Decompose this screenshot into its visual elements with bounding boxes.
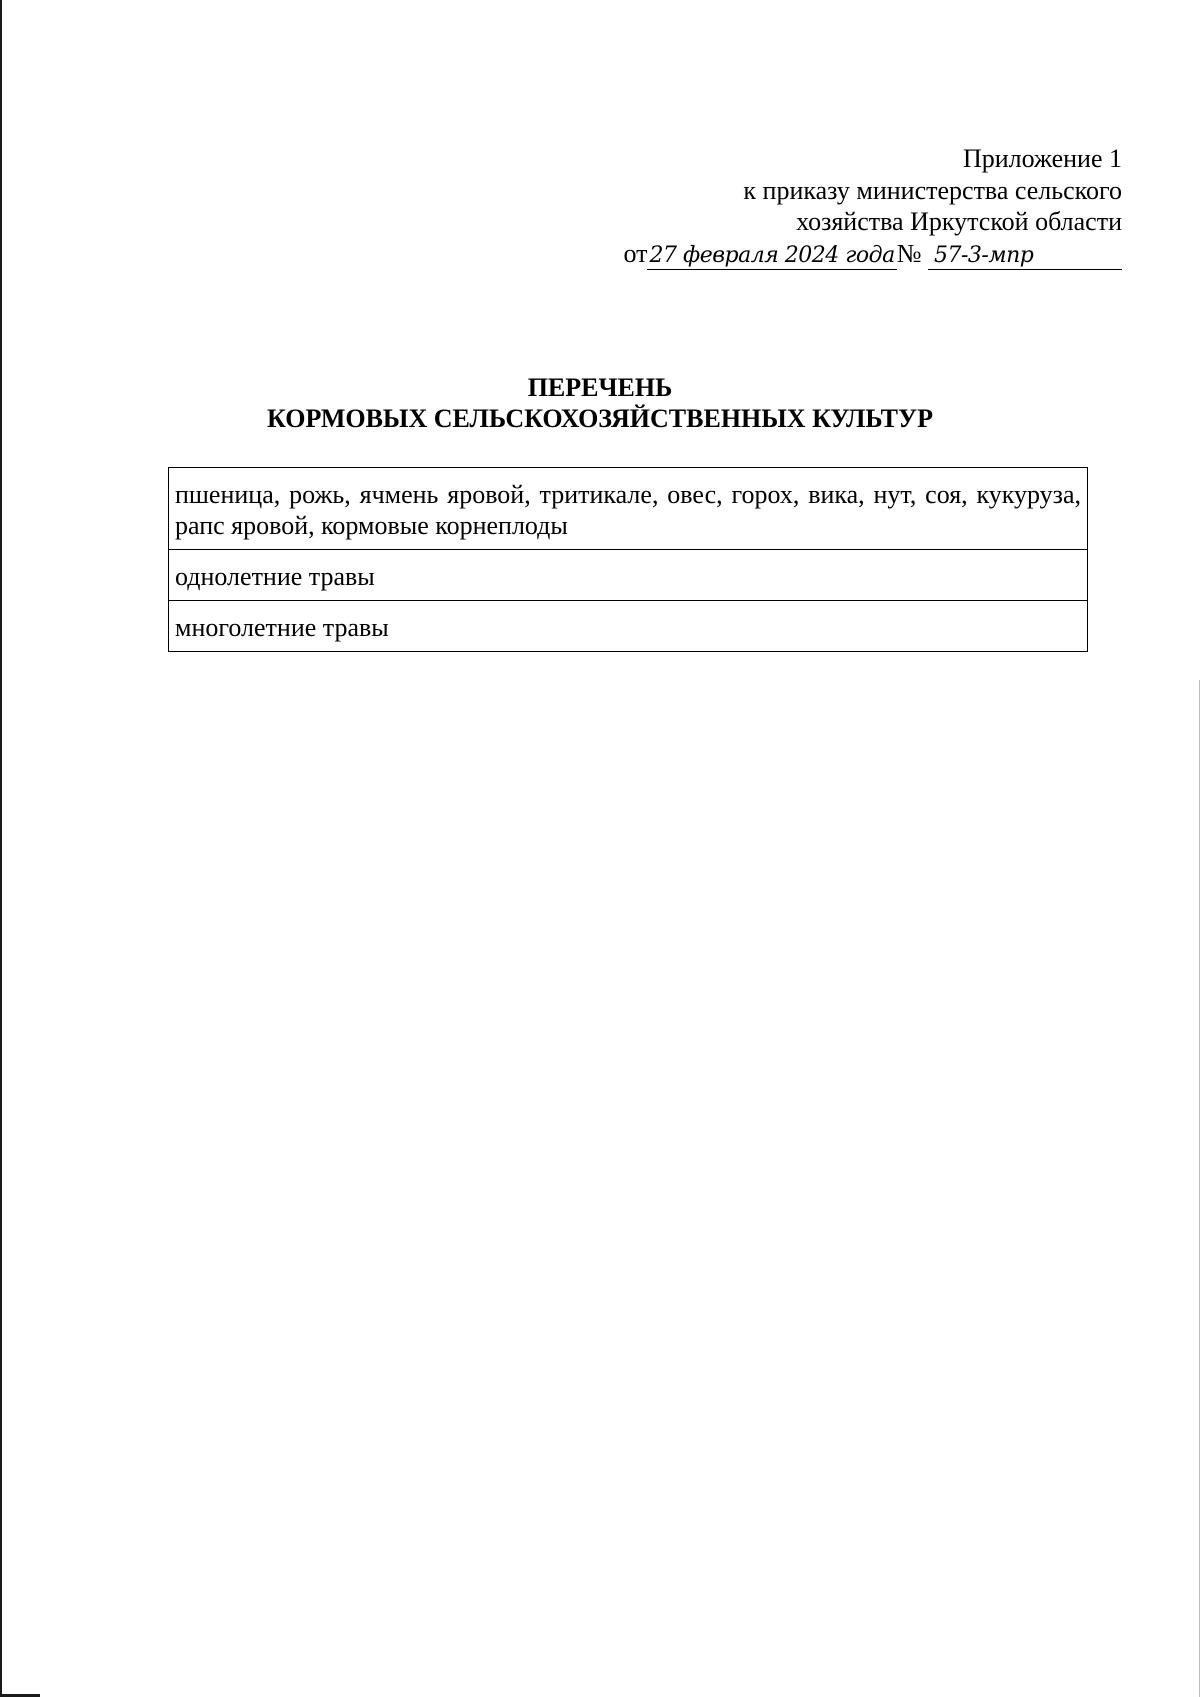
crops-table [168, 467, 1088, 652]
table-cell: пшеница, рожь, ячмень яровой, тритикале, овес, горох, вика, нут, соя, кукуруза, рапс яровой, кормовые корнеплоды [169, 468, 1088, 550]
scan-edge-left [0, 0, 2, 1697]
number-prefix: № [896, 238, 922, 268]
handwritten-order-number: 57-3-мпр [928, 243, 1122, 270]
handwritten-date: 27 февраля 2024 года [649, 242, 895, 268]
table-row [169, 468, 1088, 550]
title-line-1: ПЕРЕЧЕНЬ [527, 373, 673, 402]
table-row [169, 550, 1088, 601]
order-reference [623, 238, 1122, 270]
document-title [0, 372, 1200, 434]
appendix-ministry-line: хозяйства Иркутской области [796, 207, 1122, 236]
date-prefix: от [623, 238, 648, 268]
appendix-header [623, 143, 1122, 270]
title-line-2: КОРМОВЫХ СЕЛЬСКОХОЗЯЙСТВЕННЫХ КУЛЬТУР [267, 404, 933, 433]
table-cell: однолетние травы [169, 550, 1088, 601]
table-row [169, 601, 1088, 652]
appendix-order-line: к приказу министерства сельского [743, 175, 1122, 205]
appendix-title: Приложение 1 [962, 144, 1122, 173]
table-cell: многолетние травы [169, 601, 1088, 652]
